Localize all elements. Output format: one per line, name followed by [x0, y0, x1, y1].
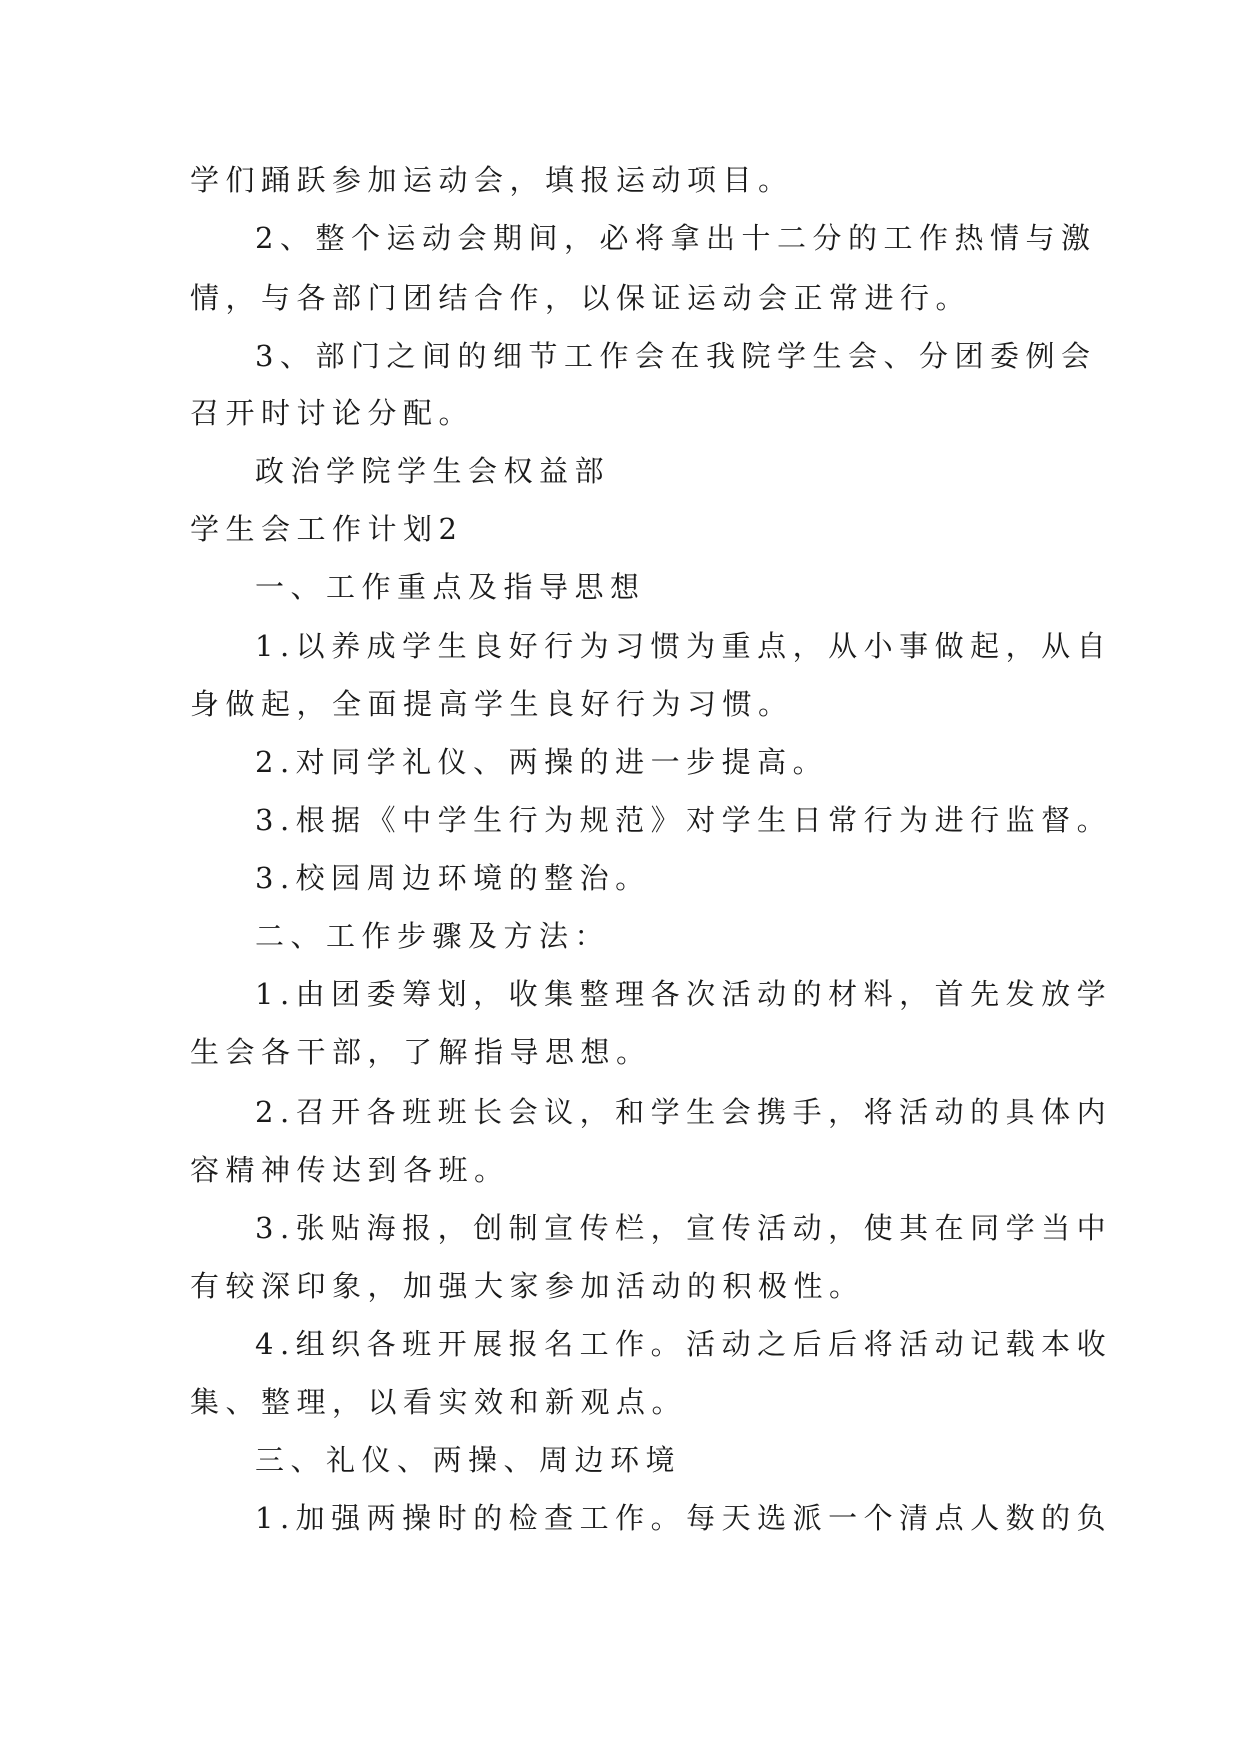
text-line: 三、礼仪、两操、周边环境: [255, 1443, 682, 1477]
text-line: 二、工作步骤及方法：: [255, 919, 611, 953]
text-line: 集、整理，以看实效和新观点。: [190, 1385, 688, 1419]
text-line: 身做起，全面提高学生良好行为习惯。: [190, 687, 794, 721]
text-line: 3.根据《中学生行为规范》对学生日常行为进行监督。: [255, 803, 1113, 837]
text-line: 生会各干部，了解指导思想。: [190, 1035, 652, 1069]
text-line: 召开时讨论分配。: [190, 396, 475, 430]
text-line: 政治学院学生会权益部: [255, 454, 611, 488]
text-line: 情，与各部门团结合作，以保证运动会正常进行。: [190, 281, 972, 315]
text-line: 1.加强两操时的检查工作。每天选派一个清点人数的负: [255, 1501, 1113, 1535]
section-heading: 学生会工作计划2: [190, 512, 464, 546]
text-line: 2、整个运动会期间，必将拿出十二分的工作热情与激: [255, 221, 1097, 255]
text-line: 容精神传达到各班。: [190, 1153, 510, 1187]
text-line: 3、部门之间的细节工作会在我院学生会、分团委例会: [255, 339, 1097, 373]
text-line: 1.以养成学生良好行为习惯为重点，从小事做起，从自: [255, 629, 1113, 663]
text-line: 一、工作重点及指导思想: [255, 570, 646, 604]
text-line: 2.对同学礼仪、两操的进一步提高。: [255, 745, 829, 779]
text-line: 1.由团委筹划，收集整理各次活动的材料，首先发放学: [255, 977, 1113, 1011]
text-line: 有较深印象，加强大家参加活动的积极性。: [190, 1269, 865, 1303]
text-line: 4.组织各班开展报名工作。活动之后后将活动记载本收: [255, 1327, 1113, 1361]
text-line: 学们踊跃参加运动会，填报运动项目。: [190, 163, 794, 197]
text-line: 3.张贴海报，创制宣传栏，宣传活动，使其在同学当中: [255, 1211, 1113, 1245]
text-line: 2.召开各班班长会议，和学生会携手，将活动的具体内: [255, 1095, 1113, 1129]
text-line: 3.校园周边环境的整治。: [255, 861, 651, 895]
